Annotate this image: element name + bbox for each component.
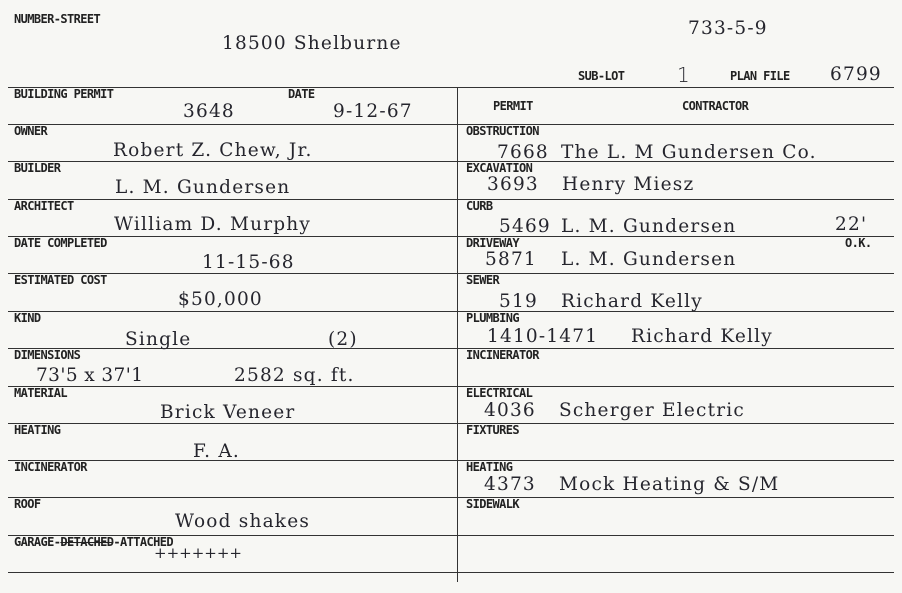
date-completed-label: DATE COMPLETED [14,235,107,251]
rule-line [8,460,894,461]
estimated-cost-label: ESTIMATED COST [14,272,107,288]
plumbing-contractor: Richard Kelly [631,326,773,347]
building-permit-value: 3648 [183,101,235,122]
curb-contractor: L. M. Gundersen [561,216,737,237]
rule-line [8,386,894,387]
rule-line [8,311,894,312]
roof-value: Wood shakes [175,511,311,532]
material-value: Brick Veneer [160,402,296,423]
roof-label: ROOF [14,496,41,512]
incinerator-label: INCINERATOR [14,459,87,475]
date-value: 9-12-67 [333,101,413,122]
builder-label: BUILDER [14,160,61,176]
curb-label: CURB [466,198,493,214]
plumbing-label: PLUMBING [466,310,519,326]
sewer-label: SEWER [466,272,500,288]
column-divider [457,87,458,582]
sewer-contractor: Richard Kelly [561,291,703,312]
incinerator-permit-label: INCINERATOR [466,347,539,363]
number-street-label: NUMBER-STREET [14,11,101,27]
obstruction-label: OBSTRUCTION [466,123,539,139]
dimensions-label: DIMENSIONS [14,347,81,363]
sub-lot-label: SUB-LOT [578,68,625,84]
obstruction-permit-no: 7668 [497,142,549,163]
plan-file-label: PLAN FILE [730,68,790,84]
heating-permit-no: 4373 [484,474,536,495]
obstruction-contractor: The L. M Gundersen Co. [561,142,817,163]
curb-permit-no: 5469 [499,216,551,237]
garage-label-struck: DETACHED [60,534,114,550]
dimensions-value: 73'5 x 37'1 [36,365,144,386]
heating-permit-label: HEATING [466,459,513,475]
driveway-contractor: L. M. Gundersen [561,249,737,270]
builder-value: L. M. Gundersen [115,177,291,198]
garage-label-suffix: -ATTACHED [113,534,173,550]
building-permit-label: BUILDING PERMIT [14,86,114,102]
material-label: MATERIAL [14,385,67,401]
garage-marks: +++++++ [154,544,242,562]
driveway-permit-no: 5871 [485,249,537,270]
rule-line [8,236,894,237]
rule-line [8,423,894,424]
date-completed-value: 11-15-68 [202,252,295,273]
curb-note: 22' [835,214,868,235]
rule-line [8,124,894,125]
address: 18500 Shelburne [222,33,402,54]
owner-value: Robert Z. Chew, Jr. [113,140,313,161]
architect-label: ARCHITECT [14,198,74,214]
heating-value: F. A. [193,441,240,462]
excavation-label: EXCAVATION [466,160,533,176]
heating-contractor: Mock Heating & S/M [559,474,780,495]
ward-parcel-number: 733-5-9 [688,18,768,39]
rule-line [8,87,894,88]
sewer-permit-no: 519 [499,291,538,312]
area-value: 2582 sq. ft. [234,365,355,386]
garage-label [14,535,173,550]
electrical-label: ELECTRICAL [466,385,533,401]
rule-line [8,497,894,498]
sub-lot-value: 1 [677,63,692,87]
rule-line [8,572,894,573]
permit-column-header: PERMIT [493,98,533,114]
owner-label: OWNER [14,123,48,139]
contractor-column-header: CONTRACTOR [682,98,749,114]
kind-label: KIND [14,310,41,326]
plumbing-permit-no: 1410-1471 [487,326,599,347]
excavation-contractor: Henry Miesz [562,174,695,195]
rule-line [8,273,894,274]
electrical-contractor: Scherger Electric [559,400,745,421]
architect-value: William D. Murphy [114,214,312,235]
estimated-cost-value: $50,000 [178,289,263,310]
plan-file-value: 6799 [830,64,882,85]
electrical-permit-no: 4036 [484,400,536,421]
excavation-permit-no: 3693 [487,174,539,195]
rule-line [8,199,894,200]
heating-label: HEATING [14,422,61,438]
sidewalk-label: SIDEWALK [466,496,519,512]
driveway-note: O.K. [845,235,872,251]
garage-label-prefix: GARAGE- [14,534,61,550]
kind-extra-value: (2) [328,329,358,350]
date-label: DATE [288,86,315,102]
fixtures-label: FIXTURES [466,422,519,438]
kind-value: Single [125,329,192,350]
driveway-label: DRIVEWAY [466,235,519,251]
